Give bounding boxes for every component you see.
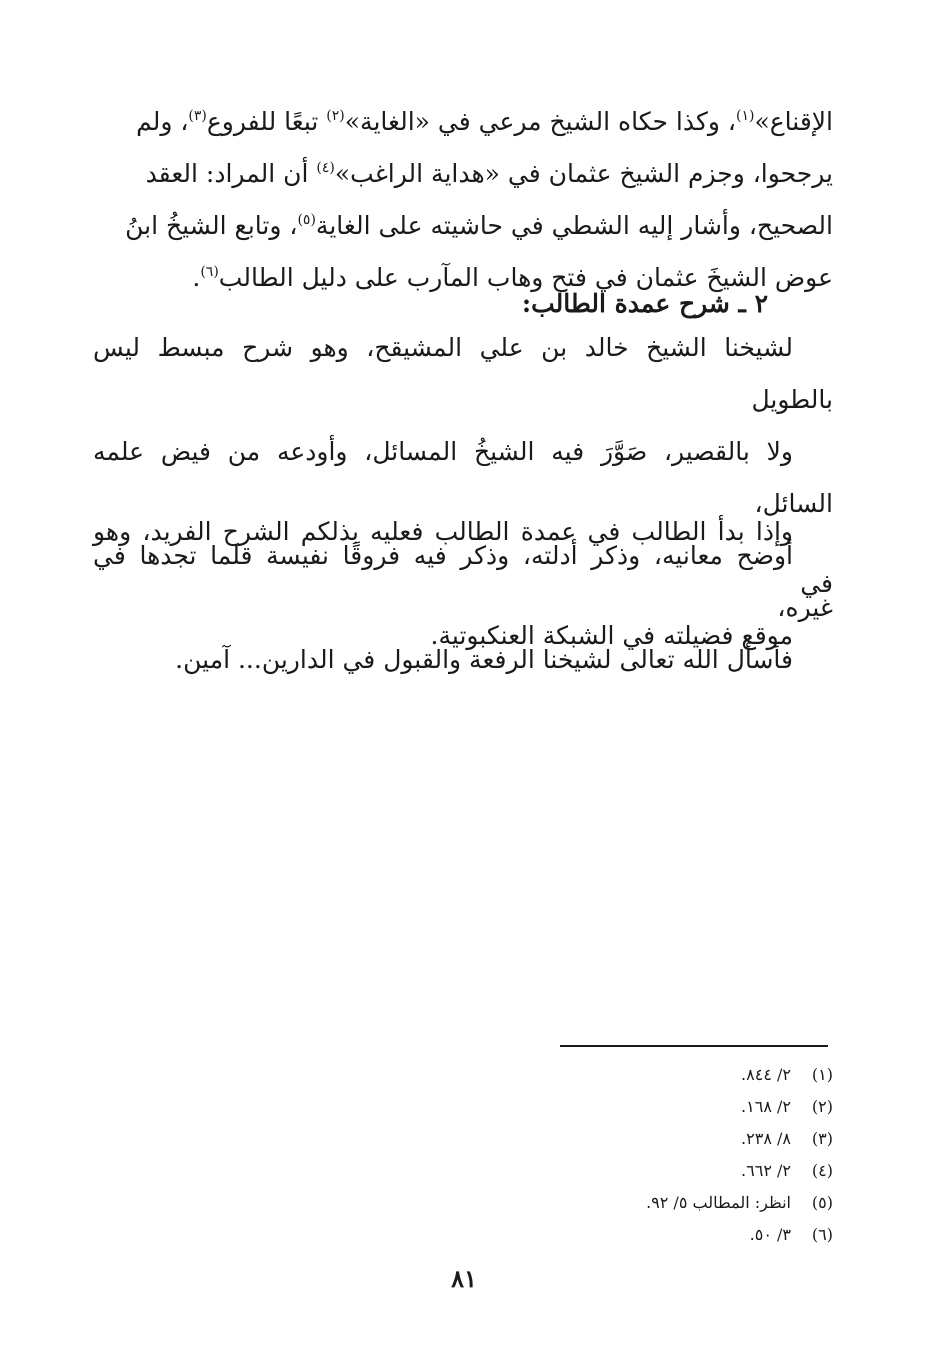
text-run: الصحيح، وأشار إليه الشطي في حاشيته على الغاية — [315, 211, 833, 240]
footnote-text: ٢/ ١٦٨. — [741, 1096, 791, 1116]
text-run: الإقناع» — [754, 107, 833, 136]
footnote-text: ٨/ ٢٣٨. — [741, 1128, 791, 1148]
footnote-ref-3[interactable]: (٣) — [188, 108, 207, 124]
text-run: أن المراد: العقد — [145, 159, 317, 188]
paragraph-1-line-3 — [93, 200, 833, 252]
footnote-number: (٢) — [811, 1096, 833, 1116]
section-heading: ٢ ـ شرح عمدة الطالب: — [521, 289, 768, 318]
paragraph-3-line-2: موقع فضيلته في الشبكة العنكبوتية. — [430, 621, 793, 650]
text-run: يرجحوا، وجزم الشيخ عثمان في «هداية الراغب» — [334, 159, 833, 188]
paragraph-3 — [93, 506, 833, 662]
paragraph-3-line-1: وإذا بدأ الطالب في عمدة الطالب فعليه بذلكم الشرح الفريد، وهو في — [93, 517, 833, 598]
text-run: ، وتابع الشيخُ ابنُ — [125, 211, 298, 240]
paragraph-1-line-1 — [93, 96, 833, 148]
footnote-ref-2[interactable]: (٢) — [326, 108, 345, 124]
text-run: ، وكذا حكاه الشيخ مرعي في «الغاية» — [344, 107, 736, 136]
footnote-number: (٥) — [811, 1192, 833, 1212]
paragraph-2-line-2: ولا بالقصير، صَوَّرَ فيه الشيخُ المسائل، وأودعه من فيض علمه السائل، — [93, 437, 833, 518]
footnote-ref-6[interactable]: (٦) — [200, 264, 219, 280]
text-run: . — [192, 263, 201, 292]
footnote-separator — [560, 1045, 828, 1047]
footnote-4 — [433, 1154, 833, 1186]
footnote-ref-5[interactable]: (٥) — [297, 212, 316, 228]
text-run: عوض الشيخَ عثمان في فتح وهاب المآرب على دليل الطالب — [218, 263, 833, 292]
text-run: تبعًا للفروع — [206, 107, 327, 136]
paragraph-2-line-4: فأسأل الله تعالى لشيخنا الرفعة والقبول في الدارين... آمين. — [175, 645, 793, 674]
footnote-ref-4[interactable]: (٤) — [316, 160, 335, 176]
footnote-text: ٢/ ٨٤٤. — [741, 1064, 791, 1084]
footnote-text: ٣/ ٥٠. — [749, 1224, 791, 1244]
footnote-3 — [433, 1122, 833, 1154]
footnote-5 — [433, 1186, 833, 1218]
footnote-text: ٢/ ٦٦٢. — [741, 1160, 791, 1180]
footnote-6 — [433, 1218, 833, 1250]
footnote-number: (٣) — [811, 1128, 833, 1148]
footnote-text: انظر: المطالب ٥/ ٩٢. — [646, 1192, 791, 1212]
paragraph-1 — [93, 96, 833, 304]
footnotes — [433, 1058, 833, 1250]
footnote-number: (١) — [811, 1064, 833, 1084]
footnote-2 — [433, 1090, 833, 1122]
page-number: ٨١ — [451, 1264, 477, 1293]
footnote-number: (٦) — [811, 1224, 833, 1244]
text-run: ، ولم — [136, 107, 189, 136]
footnote-number: (٤) — [811, 1160, 833, 1180]
paragraph-2-line-1: لشيخنا الشيخ خالد بن علي المشيقح، وهو شرح مبسط ليس بالطويل — [93, 333, 833, 414]
footnote-1 — [433, 1058, 833, 1090]
paragraph-1-line-2 — [93, 148, 833, 200]
footnote-ref-1[interactable]: (١) — [736, 108, 755, 124]
paragraph-2-line-3: أوضح معانيه، وذكر أدلته، وذكر فيه فروقًا نفيسة قلما تجدها في غيره، — [93, 541, 833, 622]
